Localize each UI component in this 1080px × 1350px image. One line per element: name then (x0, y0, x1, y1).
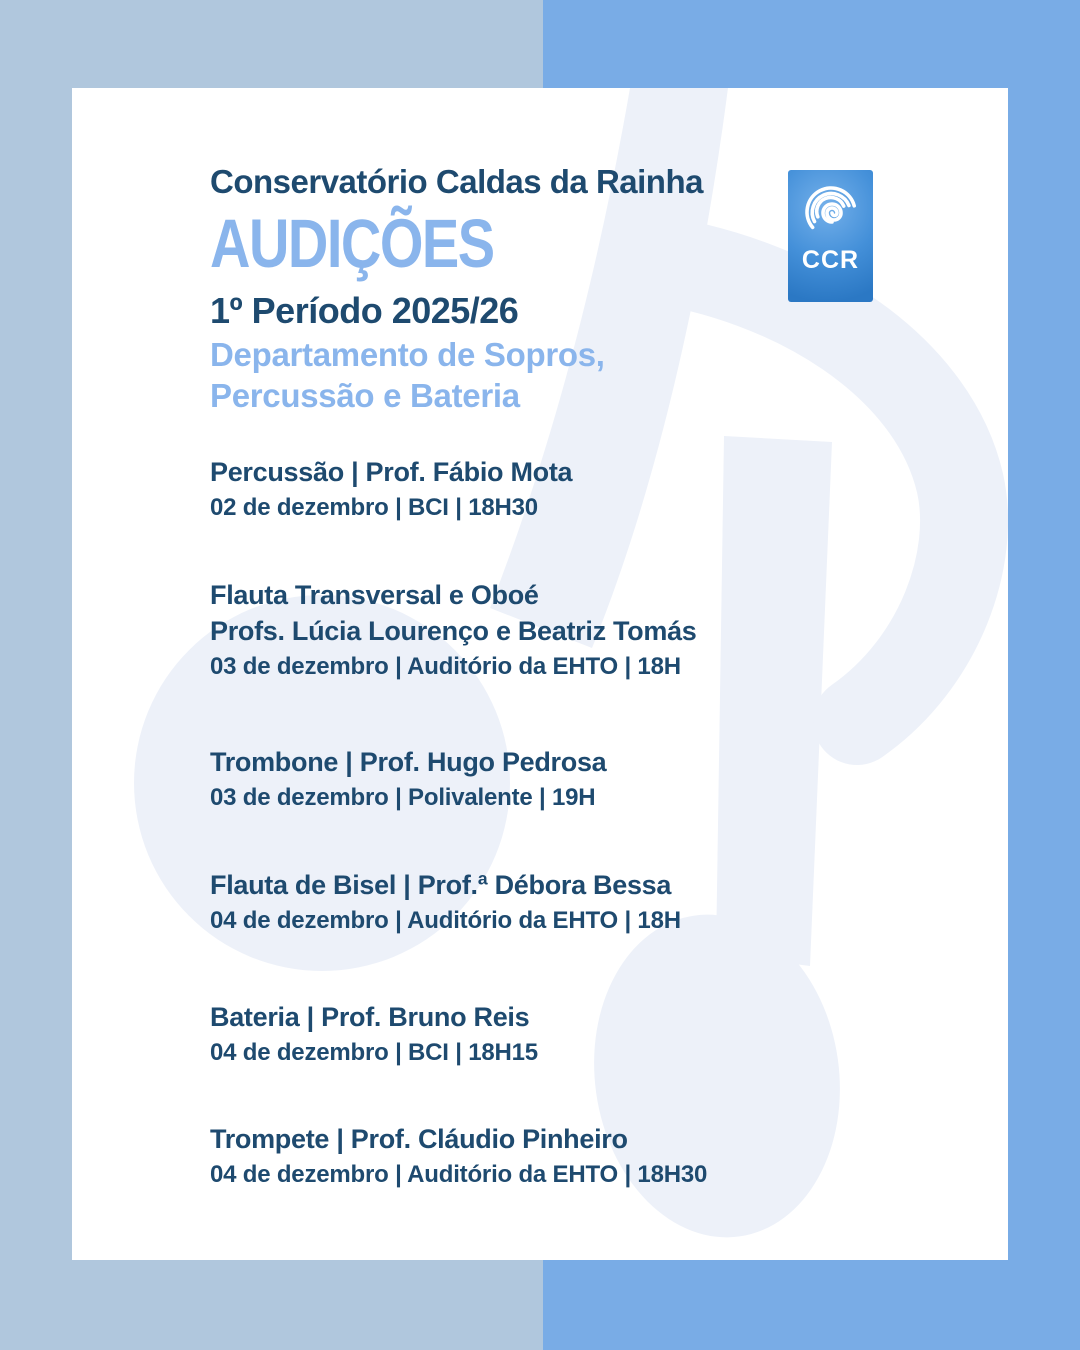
event-title-line-2: Profs. Lúcia Lourenço e Beatriz Tomás (210, 616, 697, 646)
period-subtitle: 1º Período 2025/26 (210, 290, 519, 331)
event-item-trompete (210, 1121, 707, 1193)
organization-name: Conservatório Caldas da Rainha (210, 163, 703, 200)
event-details: 03 de dezembro | Polivalente | 19H (210, 784, 596, 811)
event-details: 03 de dezembro | Auditório da EHTO | 18H (210, 653, 681, 680)
department-line-2: Percussão e Bateria (210, 377, 520, 414)
watermark-note-head-right (574, 899, 861, 1254)
event-title: Flauta Transversal e Oboé (210, 580, 539, 610)
event-item-percussao (210, 454, 572, 526)
event-details: 02 de dezembro | BCI | 18H30 (210, 494, 538, 521)
event-details: 04 de dezembro | Auditório da EHTO | 18H (210, 907, 681, 934)
event-item-trombone (210, 744, 606, 816)
event-title: Trompete | Prof. Cláudio Pinheiro (210, 1124, 628, 1154)
event-item-flauta-de-bisel (210, 867, 681, 939)
department-line-1: Departamento de Sopros, (210, 336, 605, 373)
watermark-note-stem-right (716, 436, 832, 966)
ccr-logo (788, 170, 873, 302)
poster-card (72, 88, 1008, 1260)
event-title: Bateria | Prof. Bruno Reis (210, 1002, 530, 1032)
event-details: 04 de dezembro | BCI | 18H15 (210, 1039, 538, 1066)
event-details: 04 de dezembro | Auditório da EHTO | 18H30 (210, 1161, 708, 1188)
ccr-spiral-icon (801, 180, 861, 240)
poster-title: AUDIÇÕES (210, 205, 494, 282)
event-title: Percussão | Prof. Fábio Mota (210, 457, 573, 487)
event-title: Trombone | Prof. Hugo Pedrosa (210, 747, 607, 777)
event-title: Flauta de Bisel | Prof.ª Débora Bessa (210, 870, 672, 900)
ccr-logo-text: CCR (801, 246, 860, 274)
event-item-flauta-transversal-oboe (210, 577, 697, 685)
event-item-bateria (210, 999, 538, 1071)
